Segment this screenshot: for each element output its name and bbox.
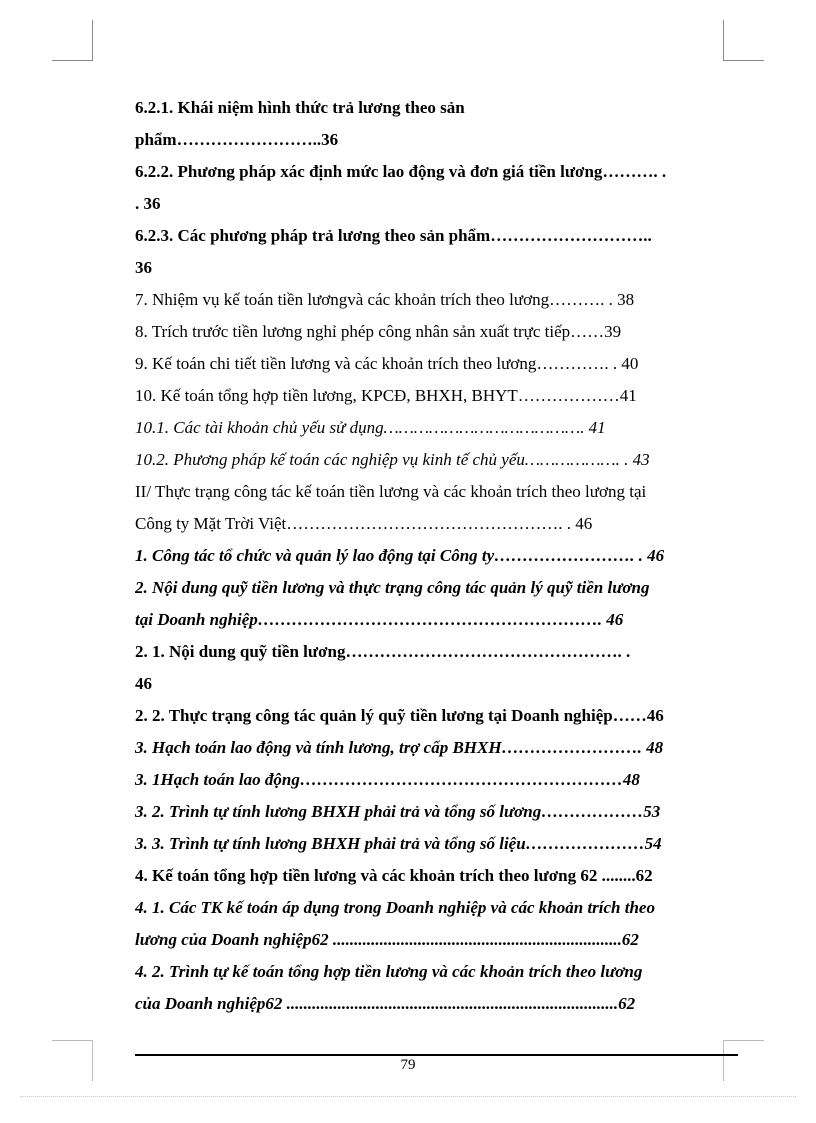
- toc-line: 6.2.2. Phương pháp xác định mức lao động và đơn giá tiền lương………. .: [135, 162, 667, 181]
- toc-line: . 36: [135, 194, 161, 213]
- toc-line: tại Doanh nghiệp……………………………………………………. 46: [135, 610, 624, 629]
- footer-rule: [135, 1054, 738, 1056]
- toc-line: 10.1. Các tài khoản chủ yếu sử dụng…………………………………. 41: [135, 418, 606, 437]
- toc-line: II/ Thực trạng công tác kế toán tiền lương và các khoản trích theo lương tại: [135, 482, 647, 501]
- toc-line: 4. 2. Trình tự kế toán tổng hợp tiền lương và các khoản trích theo lương: [135, 962, 643, 981]
- toc-line: phẩm……………………..36: [135, 130, 339, 149]
- toc-line: 36: [135, 258, 152, 277]
- toc-line: 3. 1Hạch toán lao động…………………………………………………48: [135, 770, 640, 789]
- toc-line: 4. 1. Các TK kế toán áp dụng trong Doanh nghiệp và các khoản trích theo: [135, 898, 655, 917]
- toc-line: lương của Doanh nghiệp62 ....................................................................62: [135, 930, 639, 949]
- crop-mark-top-right: [723, 20, 764, 61]
- table-of-contents: [135, 92, 740, 1020]
- toc-line: 2. Nội dung quỹ tiền lương và thực trạng công tác quản lý quỹ tiền lương: [135, 578, 650, 597]
- toc-line: 10. Kế toán tổng hợp tiền lương, KPCĐ, BHXH, BHYT………………41: [135, 386, 637, 405]
- toc-line: 6.2.1. Khái niệm hình thức trả lương theo sản: [135, 98, 465, 117]
- toc-line: 4. Kế toán tổng hợp tiền lương và các khoản trích theo lương 62 ........62: [135, 866, 653, 885]
- crop-mark-top-left: [52, 20, 93, 61]
- toc-line: 9. Kế toán chi tiết tiền lương và các khoản trích theo lương…………. . 40: [135, 354, 639, 373]
- toc-line: của Doanh nghiệp62 ..............................................................................62: [135, 994, 636, 1013]
- toc-line: 7. Nhiệm vụ kế toán tiền lươngvà các khoản trích theo lương………. . 38: [135, 290, 635, 309]
- toc-line: 10.2. Phương pháp kế toán các nghiệp vụ kinh tế chủ yếu………………. . 43: [135, 450, 650, 469]
- toc-line: 3. 3. Trình tự tính lương BHXH phải trả và tổng số liệu…………………54: [135, 834, 662, 853]
- page-number: 79: [400, 1057, 416, 1073]
- toc-line: 2. 2. Thực trạng công tác quản lý quỹ tiền lương tại Doanh nghiệp……46: [135, 706, 664, 725]
- toc-line: 3. Hạch toán lao động và tính lương, trợ cấp BHXH……………………. 48: [135, 738, 664, 757]
- toc-line: 2. 1. Nội dung quỹ tiền lương…………………………………………. .: [135, 642, 631, 661]
- toc-line: 6.2.3. Các phương pháp trả lương theo sản phẩm………………………..: [135, 226, 652, 245]
- toc-line: 3. 2. Trình tự tính lương BHXH phải trả và tổng số lương………………53: [135, 802, 661, 821]
- toc-line: 46: [135, 674, 152, 693]
- toc-line: 8. Trích trước tiền lương nghỉ phép công nhân sản xuất trực tiếp……39: [135, 322, 622, 341]
- page-bottom-edge: [20, 1096, 796, 1123]
- toc-line: 1. Công tác tổ chức và quản lý lao động tại Công ty……………………. . 46: [135, 546, 665, 565]
- toc-line: Công ty Mặt Trời Việt…………………………………………. . 46: [135, 514, 593, 533]
